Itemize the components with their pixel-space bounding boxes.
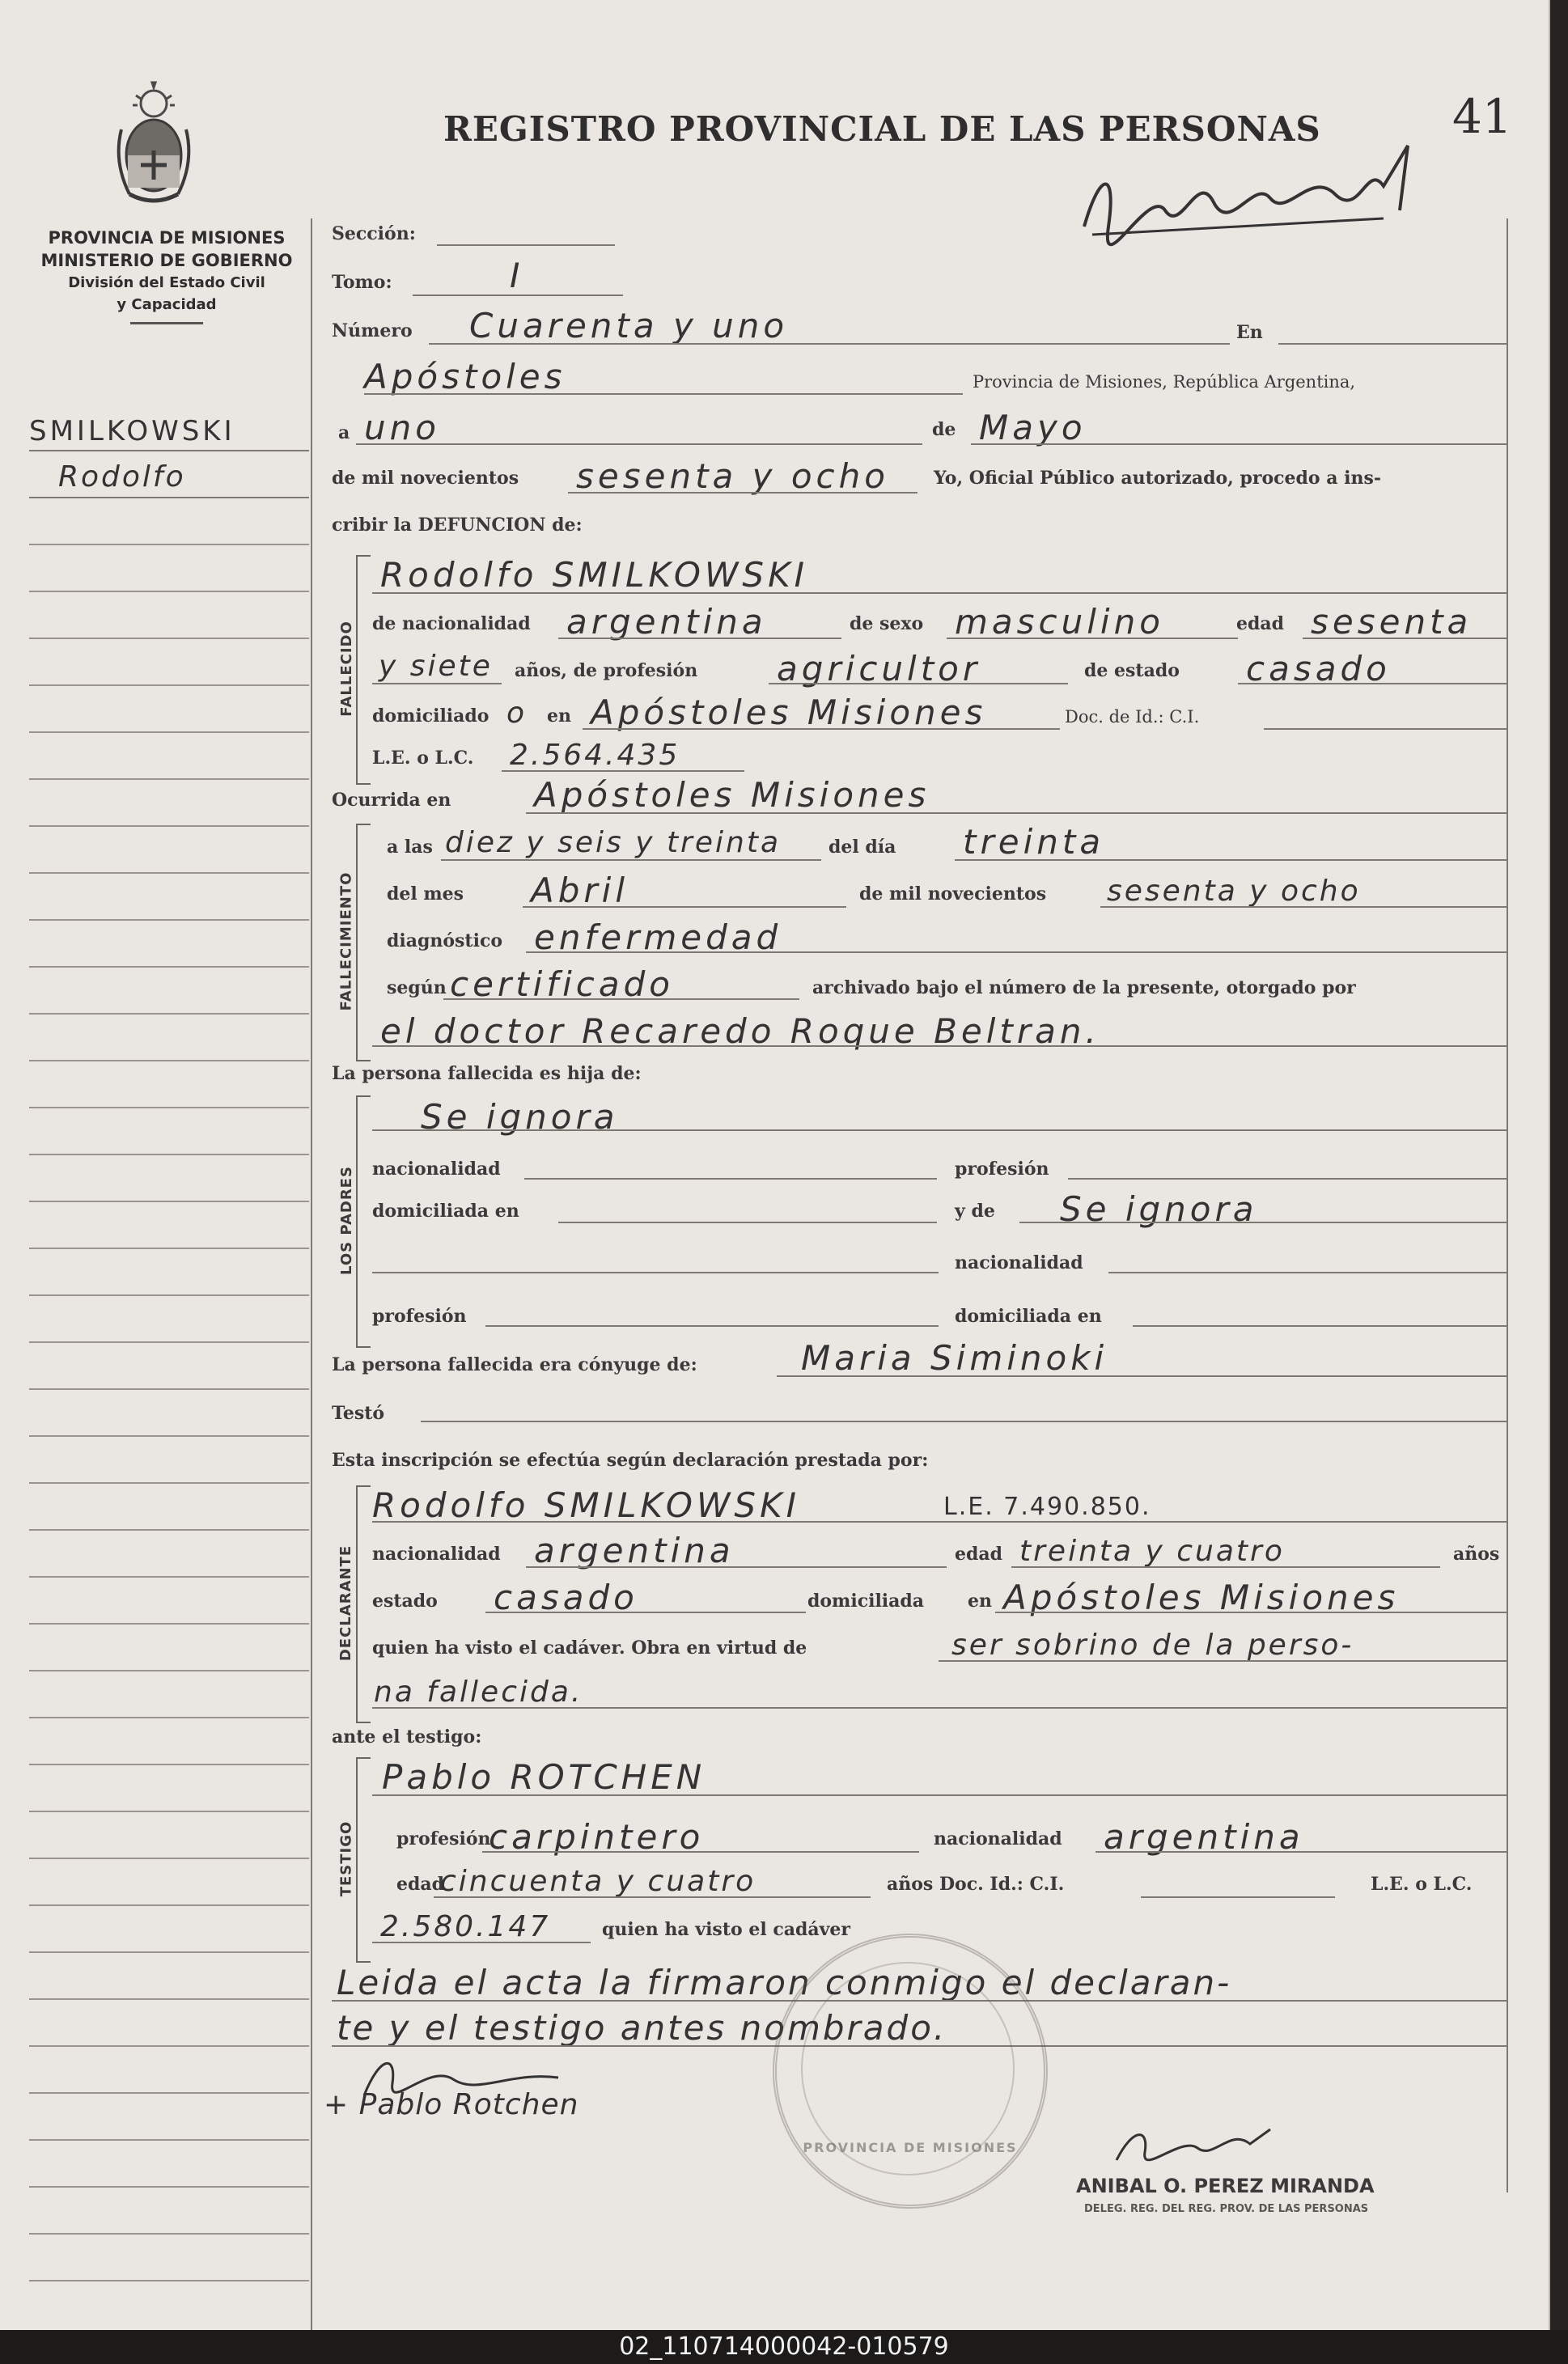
margin-rule-line: [29, 731, 309, 733]
month-value: Mayo: [979, 408, 1087, 447]
declarante-edad-value: treinta y cuatro: [1019, 1535, 1285, 1568]
segun-value: certificado: [450, 964, 674, 1004]
margin-rule-line: [29, 1341, 309, 1343]
declarante-anos-label: años: [1453, 1544, 1500, 1565]
fallecimiento-tab: FALLECIMIENTO: [337, 871, 355, 1010]
declarante-nacionalidad-value: argentina: [534, 1531, 735, 1570]
testigo-le-value: 2.580.147: [380, 1910, 551, 1943]
tomo-value: I: [510, 256, 524, 295]
margin-rule-line: [29, 544, 309, 545]
en-label: En: [1236, 322, 1263, 343]
del-dia-label: del día: [828, 837, 896, 858]
margin-rule-line: [29, 778, 309, 780]
seccion-label: Sección:: [332, 223, 416, 244]
ministry-line-4: y Capacidad: [117, 296, 217, 313]
margin-surname: SMILKOWSKI: [29, 415, 235, 447]
ministry-line-3: División del Estado Civil: [68, 274, 265, 291]
doctor-value: el doctor Recaredo Roque Beltran.: [380, 1011, 1100, 1051]
nacionalidad-value: argentina: [566, 602, 767, 642]
testigo-nacionalidad-label: nacionalidad: [934, 1828, 1062, 1849]
conyuge-value: Maria Siminoki: [801, 1338, 1108, 1378]
margin-rule-line: [29, 684, 309, 686]
estado-value: casado: [1246, 649, 1391, 688]
estado-label: de estado: [1084, 660, 1180, 681]
margin-rule-line: [29, 1951, 309, 1953]
testigo-name: Pablo ROTCHEN: [382, 1757, 706, 1797]
right-margin-rule: [1507, 218, 1508, 2192]
day-value: uno: [364, 408, 440, 447]
padre-value: Se ignora: [421, 1097, 619, 1137]
declarante-name: Rodolfo SMILKOWSKI: [372, 1485, 801, 1525]
anos-profesion-label: años, de profesión: [515, 660, 698, 681]
a-label: a: [338, 422, 350, 443]
declarante-estado-label: estado: [372, 1591, 438, 1612]
sexo-value: masculino: [955, 602, 1164, 642]
official-title: DELEG. REG. DEL REG. PROV. DE LAS PERSONAS: [1084, 2203, 1369, 2215]
margin-rule-line: [29, 1858, 309, 1859]
mes-value: Abril: [531, 871, 629, 910]
margin-rule-line: [29, 1388, 309, 1390]
tomo-label: Tomo:: [332, 272, 392, 293]
padre-domiciliada-label: domiciliada en: [372, 1201, 519, 1222]
provincia-label: Provincia de Misiones, República Argentina,: [973, 372, 1356, 392]
madre-profesion-label: profesión: [372, 1306, 467, 1327]
obra-text: quien ha visto el cadáver. Obra en virtud de: [372, 1637, 807, 1659]
margin-rule-line: [29, 1482, 309, 1484]
padre-nacionalidad-label: nacionalidad: [372, 1159, 501, 1180]
margin-rule-line: [29, 1435, 309, 1437]
coat-of-arms-icon: [113, 81, 194, 210]
numero-label: Número: [332, 320, 413, 341]
margin-rule-line: [29, 2186, 309, 2188]
left-margin-rule: [311, 218, 312, 2330]
footer-bar: [0, 2330, 1568, 2364]
archivado-text: archivado bajo el número de la presente, otorgado por: [812, 977, 1356, 998]
testigo-le-label: L.E. o L.C.: [1371, 1874, 1473, 1895]
margin-rule-line: [29, 638, 309, 639]
relacion-value-2: na fallecida.: [374, 1676, 583, 1709]
hija-label: La persona fallecida es hija de:: [332, 1063, 642, 1084]
testigo-nacionalidad-value: argentina: [1104, 1817, 1304, 1857]
testo-label: Testó: [332, 1403, 385, 1424]
margin-rule-line: [29, 1764, 309, 1765]
margin-rule-line: [29, 1529, 309, 1531]
margin-rule-line: [29, 1107, 309, 1108]
declarante-tab: DECLARANTE: [337, 1544, 355, 1661]
testigo-edad-label: edad: [396, 1874, 445, 1895]
margin-rule-line: [29, 1013, 309, 1015]
official-seal: [773, 1934, 1048, 2209]
domicilio-en-label: en: [547, 705, 571, 727]
relacion-value-1: ser sobrino de la perso-: [951, 1629, 1354, 1662]
margin-rule-line: [29, 2280, 309, 2281]
ocurrida-label: Ocurrida en: [332, 790, 451, 811]
margin-rule-line: [29, 1717, 309, 1718]
edad-value-2: y siete: [379, 650, 493, 683]
declarante-estado-value: casado: [494, 1578, 638, 1617]
fallecido-name: Rodolfo SMILKOWSKI: [380, 555, 809, 595]
le-value: 2.564.435: [510, 739, 680, 772]
year-value: sesenta y ocho: [576, 456, 889, 496]
declarante-en-label: en: [968, 1591, 992, 1612]
madre-nacionalidad-label: nacionalidad: [955, 1252, 1083, 1273]
margin-rule-line: [29, 2045, 309, 2047]
page-number: 41: [1452, 89, 1512, 144]
page-title: REGISTRO PROVINCIAL DE LAS PERSONAS: [443, 109, 1321, 149]
numero-value: Cuarenta y uno: [469, 306, 789, 345]
madre-domiciliada-label: domiciliada en: [955, 1306, 1102, 1327]
dia-value: treinta: [963, 822, 1105, 862]
ocurrida-value: Apóstoles Misiones: [534, 775, 930, 815]
closing-line-2: te y el testigo antes nombrado.: [337, 2008, 947, 2048]
margin-rule-line: [29, 825, 309, 827]
nacionalidad-label: de nacionalidad: [372, 613, 531, 634]
ministry-line-1: PROVINCIA DE MISIONES: [48, 228, 286, 248]
top-signature-icon: [1076, 138, 1432, 251]
margin-rule-line: [29, 2233, 309, 2235]
anio-value: sesenta y ocho: [1107, 875, 1361, 908]
hora-value: diez y seis y treinta: [445, 826, 782, 859]
city-value: Apóstoles: [364, 357, 566, 396]
testigo-edad-value: cincuenta y cuatro: [440, 1865, 756, 1898]
diagnostico-label: diagnóstico: [387, 930, 503, 951]
margin-rule-line: [29, 1060, 309, 1061]
year-label: de mil novecientos: [332, 468, 519, 489]
edad-label: edad: [1236, 613, 1285, 634]
margin-rule-line: [29, 591, 309, 592]
declarante-le: L.E. 7.490.850.: [943, 1493, 1151, 1521]
official-signature-icon: [1108, 2120, 1303, 2168]
margin-rule-line: [29, 1623, 309, 1625]
margin-rule-line: [29, 1904, 309, 1906]
padre-profesion-label: profesión: [955, 1159, 1049, 1180]
de-label: de: [932, 419, 956, 440]
ante-testigo-label: ante el testigo:: [332, 1726, 482, 1748]
margin-rule-line: [29, 2139, 309, 2141]
testigo-profesion-value: carpintero: [489, 1817, 705, 1857]
declarante-edad-label: edad: [955, 1544, 1003, 1565]
margin-rule-line: [29, 1670, 309, 1671]
margin-given-name: Rodolfo: [58, 460, 186, 494]
fallecido-tab: FALLECIDO: [337, 620, 355, 717]
declarante-nacionalidad-label: nacionalidad: [372, 1544, 501, 1565]
declarante-domiciliada-label: domiciliada: [807, 1591, 925, 1612]
margin-rule-line: [29, 2092, 309, 2094]
domicilio-value: Apóstoles Misiones: [591, 693, 987, 732]
margin-rule-line: [29, 1294, 309, 1296]
doc-label: Doc. de Id.: C.I.: [1065, 707, 1200, 727]
madre-value: Se ignora: [1060, 1189, 1258, 1229]
closing-line-1: Leida el acta la firmaron conmigo el declaran-: [337, 1963, 1232, 2002]
conyuge-label: La persona fallecida era cónyuge de:: [332, 1354, 697, 1375]
margin-rule-line: [29, 872, 309, 874]
le-label: L.E. o L.C.: [372, 748, 474, 769]
anio-label: de mil novecientos: [859, 883, 1047, 905]
testigo-anos-doc-label: años Doc. Id.: C.I.: [887, 1874, 1065, 1895]
declarante-intro: Esta inscripción se efectúa según declaración prestada por:: [332, 1450, 929, 1471]
oficial-text: Yo, Oficial Público autorizado, procedo a ins-: [934, 468, 1382, 489]
inscribir-text: cribir la DEFUNCION de:: [332, 515, 583, 536]
witness-signature: + Pablo Rotchen: [324, 2088, 579, 2121]
diagnostico-value: enfermedad: [534, 917, 782, 957]
sexo-label: de sexo: [850, 613, 924, 634]
margin-rule-line: [29, 1576, 309, 1578]
testigo-visto-label: quien ha visto el cadáver: [602, 1919, 850, 1940]
profesion-value: agricultor: [777, 649, 981, 688]
margin-rule-line: [29, 1201, 309, 1202]
testigo-tab: TESTIGO: [337, 1820, 355, 1896]
margin-rule-line: [29, 919, 309, 921]
official-name: ANIBAL O. PEREZ MIRANDA: [1076, 2175, 1375, 2197]
a-las-label: a las: [387, 837, 433, 858]
domiciliado-label: domiciliado: [372, 705, 489, 727]
padres-tab: LOS PADRES: [337, 1165, 355, 1275]
margin-rule-line: [29, 1811, 309, 1812]
yde-label: y de: [955, 1201, 995, 1222]
del-mes-label: del mes: [387, 883, 464, 905]
ministry-line-2: MINISTERIO DE GOBIERNO: [40, 251, 293, 270]
margin-rule-line: [29, 966, 309, 968]
segun-label: según: [387, 977, 447, 998]
edad-value-1: sesenta: [1311, 602, 1473, 642]
declarante-domicilio-value: Apóstoles Misiones: [1003, 1578, 1400, 1617]
margin-rule-line: [29, 1154, 309, 1155]
seal-text: PROVINCIA DE MISIONES: [803, 2140, 1018, 2155]
domiciliado-suffix: o: [506, 697, 528, 730]
margin-rule-line: [29, 1248, 309, 1249]
margin-rule-line: [29, 1998, 309, 2000]
ministry-header: [23, 227, 311, 324]
testigo-profesion-label: profesión: [396, 1828, 491, 1849]
file-identifier: 02_110714000042-010579: [619, 2332, 949, 2361]
